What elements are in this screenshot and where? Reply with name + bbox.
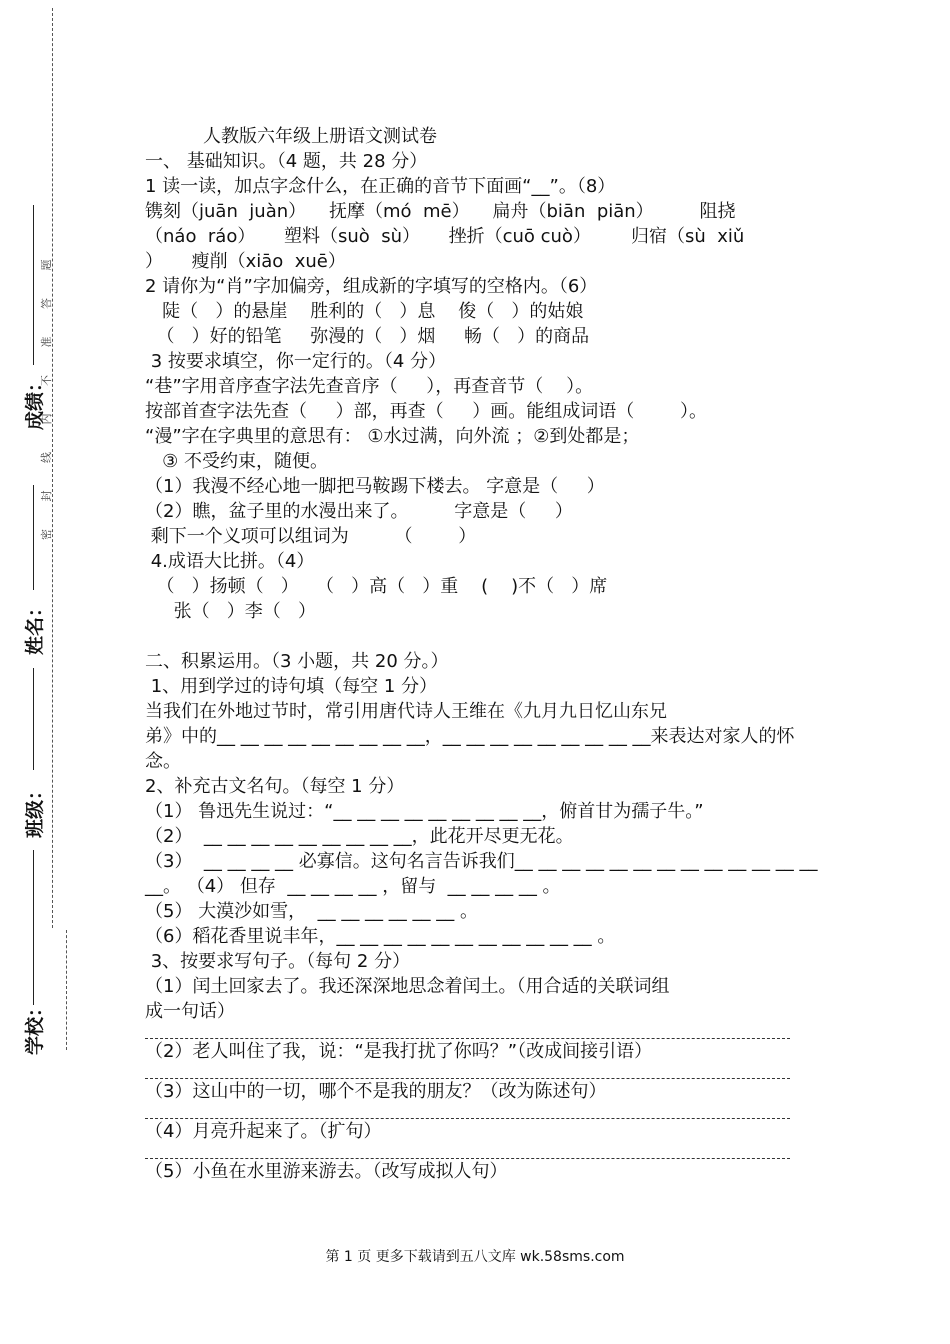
- text-line: （ ）好的铅笔 弥漫的（ ）烟 畅（ ）的商品: [145, 326, 590, 347]
- text-line: 2 请你为“肖”字加偏旁，组成新的字填写的空格内。（6）: [145, 276, 598, 297]
- school-underline: [33, 850, 34, 1005]
- page-title: 人教版六年级上册语文测试卷: [203, 126, 437, 147]
- text-line: 张（ ）李（ ）: [145, 601, 316, 622]
- text-line: 1、用到学过的诗句填（每空 1 分）: [145, 676, 438, 697]
- text-line: 镌刻（juān juàn） 抚摩（mó mē） 扁舟（biān piān） 阻挠: [145, 201, 736, 222]
- text-line: 剩下一个义项可以组词为 （ ）: [145, 526, 477, 547]
- name-underline: [33, 485, 34, 590]
- school-label: 学校：: [24, 997, 46, 1055]
- text-line: 陡（ ）的悬崖 胜利的（ ）息 俊（ ）的姑娘: [145, 301, 584, 322]
- text-line: （2）瞧，盆子里的水漫出来了。 字意是（ ）: [145, 501, 573, 522]
- text-line: （2） __ __ __ __ __ __ __ __ __，此花开尽更无花。: [145, 826, 574, 847]
- page-footer: 第 1 页 更多下载请到五八文库 wk.58sms.com: [325, 1249, 625, 1265]
- text-line: 弟》中的__ __ __ __ __ __ __ __ __，__ __ __ __ __ __ __ __ __来表达对家人的怀: [145, 726, 795, 747]
- class-label: 班级：: [24, 780, 46, 838]
- exercise-prompt: （5）小鱼在水里游来游去。（改写成拟人句）: [145, 1161, 508, 1182]
- text-line: 成一句话）: [145, 1001, 235, 1022]
- text-line: 按部首查字法先查（ ）部，再查（ ）画。能组成词语（ ）。: [145, 401, 707, 422]
- text-line: __。 （4） 但存 __ __ __ __ ，留与 __ __ __ __ 。: [145, 876, 561, 897]
- text-line: “巷”字用音序查字法先查音序（ ），再查音节（ ）。: [145, 376, 594, 397]
- binding-dashed-line-lower: [66, 930, 67, 1050]
- text-line: （5） 大漠沙如雪， __ __ __ __ __ __ 。: [145, 901, 478, 922]
- seal-text: 密 封 线 内 不 准 答 题: [40, 247, 53, 540]
- text-line: （6）稻花香里说丰年，__ __ __ __ __ __ __ __ __ __ __ 。: [145, 926, 616, 947]
- text-line: 念。: [145, 751, 181, 772]
- text-line: 2、补充古文名句。（每空 1 分）: [145, 776, 405, 797]
- exercise-prompt: （2）老人叫住了我，说：“是我打扰了你吗？”（改成间接引语）: [145, 1041, 653, 1062]
- exercise-prompt: （4）月亮升起来了。（扩句）: [145, 1121, 382, 1142]
- text-line: （1） 鲁迅先生说过：“__ __ __ __ __ __ __ __ __，俯首甘为孺子牛。”: [145, 801, 704, 822]
- score-label: 成绩：: [24, 372, 46, 430]
- score-underline: [33, 205, 34, 365]
- text-line: 二、积累运用。（3 小题，共 20 分。）: [145, 651, 449, 672]
- text-line: 当我们在外地过节时，常引用唐代诗人王维在《九月九日忆山东兄: [145, 701, 667, 722]
- exercise-prompt: （3）这山中的一切，哪个不是我的朋友？（改为陈述句）: [145, 1081, 607, 1102]
- text-line: 4.成语大比拼。（4）: [145, 551, 315, 572]
- text-line: （náo ráo） 塑料（suò sù） 挫折（cuō cuò） 归宿（sù xiǔ: [145, 226, 745, 247]
- text-line: “漫”字在字典里的意思有： ①水过满，向外流 ；②到处都是；: [145, 426, 640, 447]
- class-underline: [33, 668, 34, 770]
- text-line: 1 读一读，加点字念什么，在正确的音节下面画“__”。（8）: [145, 176, 616, 197]
- text-line: （1）闰土回家去了。我还深深地思念着闰土。（用合适的关联词组: [145, 976, 670, 997]
- text-line: ③ 不受约束，随便。: [145, 451, 329, 472]
- text-line: 3、按要求写句子。（每句 2 分）: [145, 951, 411, 972]
- text-line: ） 瘦削（xiāo xuē）: [145, 251, 346, 272]
- name-label: 姓名：: [24, 597, 46, 655]
- text-line: [145, 624, 810, 649]
- text-line: （3） __ __ __ __ 必寡信。这句名言告诉我们__ __ __ __ __ __ __ __ __ __ __ __ __: [145, 851, 818, 872]
- text-line: 3 按要求填空，你一定行的。（4 分）: [145, 351, 447, 372]
- text-line: 一、 基础知识。（4 题，共 28 分）: [145, 151, 428, 172]
- text-line: （ ）扬顿（ ） （ ）高（ ）重 ( )不（ ）席: [145, 576, 608, 597]
- text-line: （1）我漫不经心地一脚把马鞍踢下楼去。 字意是（ ）: [145, 476, 605, 497]
- exam-content: [145, 124, 818, 1184]
